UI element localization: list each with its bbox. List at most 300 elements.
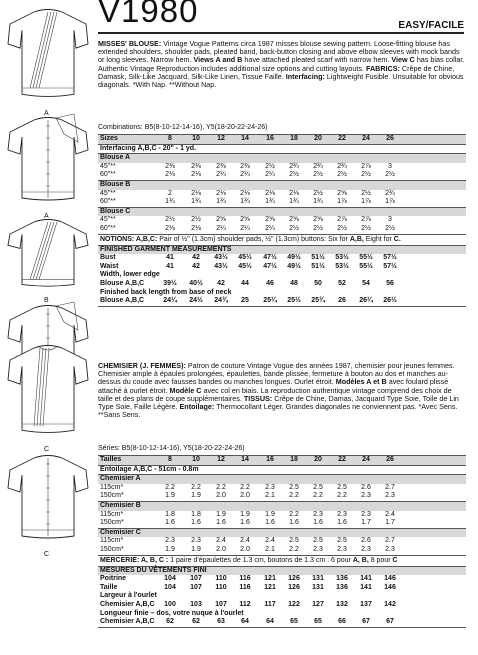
yardage-row-label: 45"** (100, 216, 116, 224)
back-length-row-cell: 64 (266, 618, 274, 626)
finished-row-cell: 116 (239, 575, 251, 583)
finished-row-label: Poitrine (100, 575, 127, 583)
yardage-row-cell: 2.0 (216, 492, 226, 500)
size-combinations (98, 124, 466, 134)
yardage-row-cell: 1¾ (216, 198, 226, 206)
yardage-row-cell: 1.9 (191, 545, 201, 553)
finished-row (98, 254, 466, 263)
yardage-row-cell: 2½ (313, 189, 323, 197)
english.description-run: Interfacing: (285, 71, 327, 81)
blouse-drawing (4, 450, 92, 550)
blouse-illustration-a (4, 4, 92, 117)
yardage-row-cell: 1.6 (216, 519, 226, 527)
yardage-row-cell: 2.2 (289, 510, 299, 518)
finished-row-cell: 47½ (263, 262, 277, 270)
french.description-run: Thermocollant Léger. Grandes diagonales ne conviennent pas. *Avec Sens. **Sans Sens. (98, 402, 458, 420)
yardage-row-cell: 2.3 (337, 510, 347, 518)
finished-row-cell: 41 (166, 254, 174, 262)
yardage-row-cell: 2.1 (265, 492, 275, 500)
french-description-text (98, 362, 466, 419)
french.description-run: Entoilage: (179, 402, 217, 412)
yardage-row-cell: 2.3 (313, 545, 323, 553)
yardage-row-cell: 2½ (191, 216, 201, 224)
yardage-row-cell: 2⅛ (191, 189, 201, 197)
yardage-row-cell: 2¾ (289, 162, 299, 170)
yardage-row-label: 150cm* (100, 519, 124, 527)
yardage-row-cell: 2⅝ (240, 216, 250, 224)
notions-run: Eight for (365, 235, 394, 243)
back-length-row-cell: 62 (192, 618, 200, 626)
yardage-row (98, 546, 466, 555)
sizes-header-row-cell: 22 (338, 135, 346, 142)
yardage-row-label: 115cm* (100, 537, 124, 545)
sizes-header-row-cell: 24 (362, 456, 370, 463)
yardage-row-cell: 2.2 (216, 483, 226, 491)
finished-row-cell: 51½ (311, 254, 325, 262)
blouse-drawing (4, 340, 92, 445)
yardage-row-label: 150cm* (100, 492, 124, 500)
yardage-row-cell: 1.9 (216, 510, 226, 518)
finished-row-cell: 41 (166, 262, 174, 270)
yardage-row-cell: 2½ (313, 171, 323, 179)
yardage-row-cell: 2.5 (313, 483, 323, 491)
sizes-header-row-cell: 12 (217, 135, 225, 142)
yardage-row-label: 45"** (100, 162, 116, 170)
notions-text (98, 556, 466, 566)
yardage-row-cell: 2.3 (191, 537, 201, 545)
finished-row-cell: 121 (264, 575, 276, 583)
yardage-row-cell: 1.9 (165, 545, 175, 553)
yardage-row-cell: 1.6 (240, 519, 250, 527)
view-name-row-label: Blouse C (100, 207, 131, 215)
back-length-row-cell: 67 (386, 618, 394, 626)
back-length-row-cell: 65 (314, 618, 322, 626)
back-length-row-cell: 25¼ (263, 297, 277, 305)
back-length-row-cell: 24¾ (214, 297, 228, 305)
size-combinations-text: Combinations: B5(8-10-12-14-16), Y5(18-20-22-24-26) (98, 124, 268, 131)
width-lower-edge-row-cell: 50 (314, 279, 322, 287)
yardage-row-cell: 2.5 (313, 537, 323, 545)
sizes-header-row-cell: 26 (386, 135, 394, 142)
yardage-row-cell: 2.3 (265, 483, 275, 491)
yardage-row (98, 492, 466, 501)
finished-row-cell: 53½ (335, 262, 349, 270)
french.description-run: TISSUS: (243, 393, 275, 403)
yardage-row-cell: 2½ (385, 171, 395, 179)
yardage-row-cell: 2⅝ (337, 189, 347, 197)
french.description-run: avec foulard plissé attaché à ourlet étroit. (98, 377, 449, 395)
yardage-row-cell: 2.2 (313, 492, 323, 500)
back-length-row-cell: 25¾ (311, 297, 325, 305)
yardage-row-cell: 2.3 (385, 545, 395, 553)
yardage-row-cell: 2⅜ (216, 162, 226, 170)
yardage-row (98, 216, 466, 225)
yardage-row-cell: 2⅝ (216, 216, 226, 224)
yardage-row (98, 537, 466, 546)
notions-run: 8 pour (370, 556, 393, 564)
back-length-row-cell: 26 (338, 297, 346, 305)
width-lower-edge-row-cell: 42 (217, 279, 225, 287)
width-lower-edge-label (98, 271, 466, 280)
yardage-row (98, 519, 466, 528)
yardage-row-cell: 2.4 (385, 510, 395, 518)
finished-row-cell: 43½ (214, 254, 228, 262)
width-lower-edge-row (98, 601, 466, 610)
blouse-drawing (4, 112, 92, 212)
yardage-row-cell: 1.9 (265, 510, 275, 518)
yardage-row-cell: 2¼ (240, 224, 250, 232)
view-label: A (44, 110, 49, 117)
finished-row-cell: 47½ (263, 254, 277, 262)
yardage-row (98, 190, 466, 199)
yardage-row-cell: 1¾ (240, 198, 250, 206)
interfacing-row-label: Entoilage A,B,C - 51cm - 0.8m (100, 465, 199, 473)
notions-run: Pair of ½" (1.3cm) shoulder pads, ½" (1.3cm) buttons: Six for (159, 235, 350, 243)
sizes-header-row-label: Tailles (100, 456, 122, 463)
finished-row (98, 584, 466, 593)
yardage-row-cell: 2½ (289, 171, 299, 179)
yardage-row-cell: 1.7 (361, 519, 371, 527)
english.description-run: FABRICS: (365, 63, 402, 73)
yardage-row-cell: 1.6 (313, 519, 323, 527)
blouse-illustration-c (4, 450, 92, 558)
finished-row-cell: 110 (215, 583, 227, 591)
back-length-label-label: Longueur finie – dos, votre nuque à l'ourlet (100, 609, 244, 617)
yardage-row-cell: 2⅝ (289, 216, 299, 224)
width-lower-edge-row-cell: 117 (264, 600, 276, 608)
sizes-header-row-cell: 26 (386, 456, 394, 463)
yardage-row-label: 115cm* (100, 483, 124, 491)
finished-row (98, 263, 466, 272)
yardage-row-cell: 2.1 (265, 545, 275, 553)
sizes-header-row-cell: 14 (241, 135, 249, 142)
finished-row-cell: 45½ (238, 254, 252, 262)
yardage-row-cell: 1⅞ (385, 198, 395, 206)
yardage-row-cell: 2.3 (337, 545, 347, 553)
french.description-run: CHEMISIER (J. FEMMES): (98, 361, 188, 370)
yardage-row-cell: 2.5 (289, 483, 299, 491)
yardage-row-cell: 2.6 (361, 483, 371, 491)
yardage-row-cell: 1¾ (313, 198, 323, 206)
yardage-row-cell: 2⅞ (337, 216, 347, 224)
back-length-label (98, 610, 466, 619)
sizes-header-row-cell: 14 (241, 456, 249, 463)
width-lower-edge-row-cell: 122 (288, 600, 300, 608)
sizes-header-row-label: Sizes (100, 135, 118, 142)
english-description (98, 40, 466, 89)
back-length-row-cell: 24½ (189, 297, 203, 305)
yardage-row-cell: 1.6 (265, 519, 275, 527)
table-rule (98, 627, 466, 628)
finished-row-cell: 49½ (287, 262, 301, 270)
finished-row-cell: 55½ (359, 262, 373, 270)
yardage-row-cell: 2.3 (361, 492, 371, 500)
yardage-row-cell: 2½ (265, 162, 275, 170)
yardage-row-cell: 2½ (361, 224, 371, 232)
blouse-illustration-a (4, 112, 92, 220)
sizes-header-row-cell: 10 (192, 135, 200, 142)
yardage-row-cell: 2½ (289, 224, 299, 232)
back-length-row-cell: 67 (362, 618, 370, 626)
french.description-run: Patron de couture Vintage Vogue des années 1987, chemisier pour jeunes femmes. Chemisier ample à épaules prolongées, épaulettes, bande plissée, fermeture à bouton au dos et manches au-dessus du coude avec fausses bandes ou manches longues. Ourlet étroit. (98, 361, 455, 387)
finished-row-cell: 53½ (335, 254, 349, 262)
english.description-run: Vintage Vogue Patterns circa 1987 misses blouse sewing pattern. Loose-fitting blouse has extended shoulders, shoulder pads, pleated band, back-button closing and above elbow sleeves with mock bands or long sleeves. Narrow hem. (98, 39, 460, 65)
back-length-label (98, 289, 466, 298)
finished-row-cell: 146 (384, 575, 396, 583)
yardage-row-cell: 2⅛ (165, 224, 175, 232)
blouse-outline (8, 10, 88, 97)
yardage-row-cell: 2¼ (216, 171, 226, 179)
yardage-row-cell: 2.2 (240, 483, 250, 491)
finished-row-cell: 57½ (383, 254, 397, 262)
finished-row-cell: 116 (239, 583, 251, 591)
yardage-row-cell: 2⅜ (191, 162, 201, 170)
finished-row-cell: 42 (192, 254, 200, 262)
yardage-row-label: 150cm* (100, 545, 124, 553)
yardage-row-cell: 1⅞ (361, 198, 371, 206)
yardage-row-cell: 1.7 (385, 519, 395, 527)
sizes-header-row-cell: 24 (362, 135, 370, 142)
french.description-run: Modèle C (169, 385, 204, 395)
yardage-row-cell: 2.2 (191, 483, 201, 491)
yardage-row-label: 115cm* (100, 510, 124, 518)
width-lower-edge-row-cell: 52 (338, 279, 346, 287)
english.description-run: View C (391, 55, 417, 65)
sizes-header-row-cell: 8 (168, 456, 172, 463)
difficulty-label: EASY/FACILE (398, 20, 464, 31)
blouse-illustration-b (4, 214, 92, 304)
yardage-row-cell: 2½ (337, 171, 347, 179)
finished-row-cell: 126 (288, 583, 300, 591)
back-length-row-label: Blouse A,B,C (100, 297, 145, 305)
yardage-row-cell: 2.2 (337, 492, 347, 500)
finished-row-cell: 146 (384, 583, 396, 591)
yardage-row-cell: 2.5 (289, 537, 299, 545)
width-lower-edge-row-cell: 132 (336, 600, 348, 608)
back-length-row-cell: 62 (166, 618, 174, 626)
yardage-row-cell: 2.2 (165, 483, 175, 491)
finished-row-cell: 141 (360, 575, 372, 583)
interfacing-row-label: Interfacing A,B,C - 20" - 1 yd. (100, 144, 197, 152)
width-lower-edge-row-cell: 112 (239, 600, 251, 608)
yardage-row-cell: 2¾ (313, 162, 323, 170)
notions-run: C. (393, 235, 401, 243)
back-length-row-cell: 26¼ (359, 297, 373, 305)
yardage-row-cell: 2¼ (240, 171, 250, 179)
table-rule (98, 306, 466, 307)
blouse-drawing (4, 4, 92, 109)
width-lower-edge-row-label: Chemisier A,B,C (100, 600, 155, 608)
yardage-row-cell: 2.0 (240, 492, 250, 500)
finished-row-cell: 49½ (287, 254, 301, 262)
blouse-illustration-c (4, 340, 92, 453)
yardage-row-cell: 2⅜ (165, 162, 175, 170)
finished-row-cell: 45½ (238, 262, 252, 270)
finished-row-cell: 136 (336, 575, 348, 583)
view-name-row (98, 529, 466, 538)
width-lower-edge-label (98, 592, 466, 601)
yardage-row-cell: 2.3 (165, 537, 175, 545)
finished-row-cell: 141 (360, 583, 372, 591)
width-lower-edge-row-cell: 46 (266, 279, 274, 287)
finished-row-cell: 126 (288, 575, 300, 583)
view-name-row-label: Blouse B (100, 180, 131, 188)
french-description (98, 362, 466, 419)
width-lower-edge-label-label: Width, lower edge (100, 271, 160, 279)
back-length-row-cell: 25½ (287, 297, 301, 305)
english.description-run: have attached pleated scarf with narrow hem. (244, 55, 392, 65)
finished-measurements-title (98, 246, 466, 255)
pattern-number: V1980 (98, 0, 199, 29)
width-lower-edge-row (98, 280, 466, 289)
sizes-header-row (98, 135, 466, 144)
yardage-row-cell: 1.8 (165, 510, 175, 518)
yardage-row-cell: 2.4 (216, 537, 226, 545)
width-lower-edge-row-cell: 107 (215, 600, 227, 608)
width-lower-edge-row-cell: 44 (241, 279, 249, 287)
finished-row-cell: 136 (336, 583, 348, 591)
yardage-row-cell: 1⅞ (337, 198, 347, 206)
yardage-row-cell: 2.5 (337, 483, 347, 491)
view-name-row-label: Blouse A (100, 154, 131, 162)
yardage-row-cell: 2.7 (385, 483, 395, 491)
finished-row-cell: 131 (312, 575, 324, 583)
yardage-row-cell: 2½ (313, 224, 323, 232)
english-description-text (98, 40, 466, 89)
width-lower-edge-row-cell: 137 (360, 600, 372, 608)
width-lower-edge-row-cell: 127 (312, 600, 324, 608)
notions-run: A, B, (352, 556, 371, 564)
english.description-run: MISSES' BLOUSE: (98, 39, 164, 48)
sizes-header-row-cell: 8 (168, 135, 172, 142)
back-length-row-cell: 26½ (383, 297, 397, 305)
yardage-row (98, 163, 466, 172)
view-name-row-label: Chemisier B (100, 501, 141, 509)
yardage-row-cell: 1.9 (191, 492, 201, 500)
yardage-row-cell: 2.0 (240, 545, 250, 553)
finished-row-label: Bust (100, 254, 116, 262)
yardage-row-cell: 2¼ (265, 171, 275, 179)
finished-row-cell: 110 (215, 575, 227, 583)
finished-row-cell: 43½ (214, 262, 228, 270)
french.description-run: Modèles A et B (335, 377, 389, 387)
yardage-row-cell: 2⅛ (216, 189, 226, 197)
yardage-row-cell: 1¾ (191, 198, 201, 206)
notions-run: A,B, (349, 235, 366, 243)
width-lower-edge-row-cell: 103 (190, 600, 202, 608)
back-length-label-label: Finished back length from base of neck (100, 288, 232, 296)
sizes-header-row (98, 456, 466, 465)
sizes-header-row-cell: 18 (290, 135, 298, 142)
sizes-header-row-cell: 20 (314, 135, 322, 142)
yardage-row-cell: 2⅝ (313, 216, 323, 224)
yardage-row-cell: 2¼ (216, 224, 226, 232)
finished-measurements-title-label: MESURES DU VÊTEMENTS FINI (100, 566, 207, 574)
finished-row-cell: 42 (192, 262, 200, 270)
view-label: A (44, 213, 49, 220)
back-length-row (98, 618, 466, 627)
back-length-row-cell: 65 (290, 618, 298, 626)
yardage-row-cell: 2⅛ (265, 189, 275, 197)
yardage-row-cell: 2.2 (289, 545, 299, 553)
width-lower-edge-row-cell: 54 (362, 279, 370, 287)
finished-row-cell: 57½ (383, 262, 397, 270)
yardage-row-cell: 1.6 (165, 519, 175, 527)
back-length-row-cell: 25 (241, 297, 249, 305)
blouse-outline (8, 220, 88, 287)
french.description-run: avec col en biais. La reproduction authentique vintage comprend des choix de taille et des plans de coupe supplémentaires. (98, 385, 452, 403)
yardage-row-cell: 2½ (361, 189, 371, 197)
view-label: C (44, 446, 50, 453)
yardage-row-cell: 2.3 (385, 492, 395, 500)
width-lower-edge-row-cell: 100 (164, 600, 176, 608)
yardage-row-cell: 1¾ (165, 198, 175, 206)
yardage-row-cell: 2.0 (216, 545, 226, 553)
view-label: C (44, 551, 50, 558)
sizes-header-row-cell: 22 (338, 456, 346, 463)
back-length-row (98, 297, 466, 306)
yardage-row (98, 198, 466, 207)
yardage-row-cell: 1¾ (265, 198, 275, 206)
finished-row-cell: 107 (190, 575, 202, 583)
width-lower-edge-label-label: Largeur à l'ourlet (100, 592, 157, 600)
yardage-row-cell: 1.6 (337, 519, 347, 527)
yardage-row-cell: 2.5 (337, 537, 347, 545)
finished-row-cell: 107 (190, 583, 202, 591)
yardage-row-cell: 2¼ (265, 224, 275, 232)
view-name-row (98, 475, 466, 484)
notions-text (98, 235, 466, 245)
english-yardage-chart (98, 124, 466, 307)
yardage-row-cell: 3 (388, 216, 392, 224)
english.description-run: Views A and B (193, 55, 245, 65)
finished-row-cell: 131 (312, 583, 324, 591)
view-name-row (98, 208, 466, 217)
yardage-row-cell: 2.3 (361, 510, 371, 518)
yardage-row (98, 225, 466, 234)
french.description-run: Crêpe de Chine, Damas, Jacquard Type Soie, Toile de Lin Type Soie, Faille Légère. (98, 393, 459, 412)
yardage-row-cell: 1.6 (191, 519, 201, 527)
width-lower-edge-row-cell: 39½ (163, 279, 177, 287)
yardage-row-cell: 1.8 (191, 510, 201, 518)
yardage-row-cell: 2.3 (313, 510, 323, 518)
sizes-header-row-cell: 10 (192, 456, 200, 463)
yardage-row-cell: 2.7 (385, 537, 395, 545)
view-name-row (98, 502, 466, 511)
interfacing-row (98, 466, 466, 475)
finished-row-cell: 55½ (359, 254, 373, 262)
blouse-drawing (4, 214, 92, 296)
yardage-row-cell: 2⅛ (191, 171, 201, 179)
english.description-run: Lightweight Fusible. Unsuitable for obvious diagonals. *With Nap. **Without Nap. (98, 71, 464, 90)
yardage-row-cell: 2 (168, 189, 172, 197)
yardage-row-cell: 1¾ (289, 198, 299, 206)
sizes-header-row-cell: 16 (266, 456, 274, 463)
width-lower-edge-row-label: Blouse A,B,C (100, 279, 145, 287)
yardage-row-cell: 2½ (165, 216, 175, 224)
finished-row-cell: 104 (164, 575, 176, 583)
finished-measurements-title (98, 567, 466, 576)
view-name-row (98, 154, 466, 163)
back-length-row-label: Chemisier A,B,C (100, 618, 155, 626)
width-lower-edge-row-cell: 40½ (189, 279, 203, 287)
yardage-row-cell: 2⅝ (265, 216, 275, 224)
finished-row-cell: 104 (164, 583, 176, 591)
english.description-run: Crêpe de Chine, Damask, Silk-Like Jacquard, Silk-Like Linen, Tissue Faille. (98, 63, 455, 81)
french-yardage-chart (98, 445, 466, 628)
back-length-row-cell: 24¼ (163, 297, 177, 305)
yardage-row-cell: 2½ (337, 224, 347, 232)
